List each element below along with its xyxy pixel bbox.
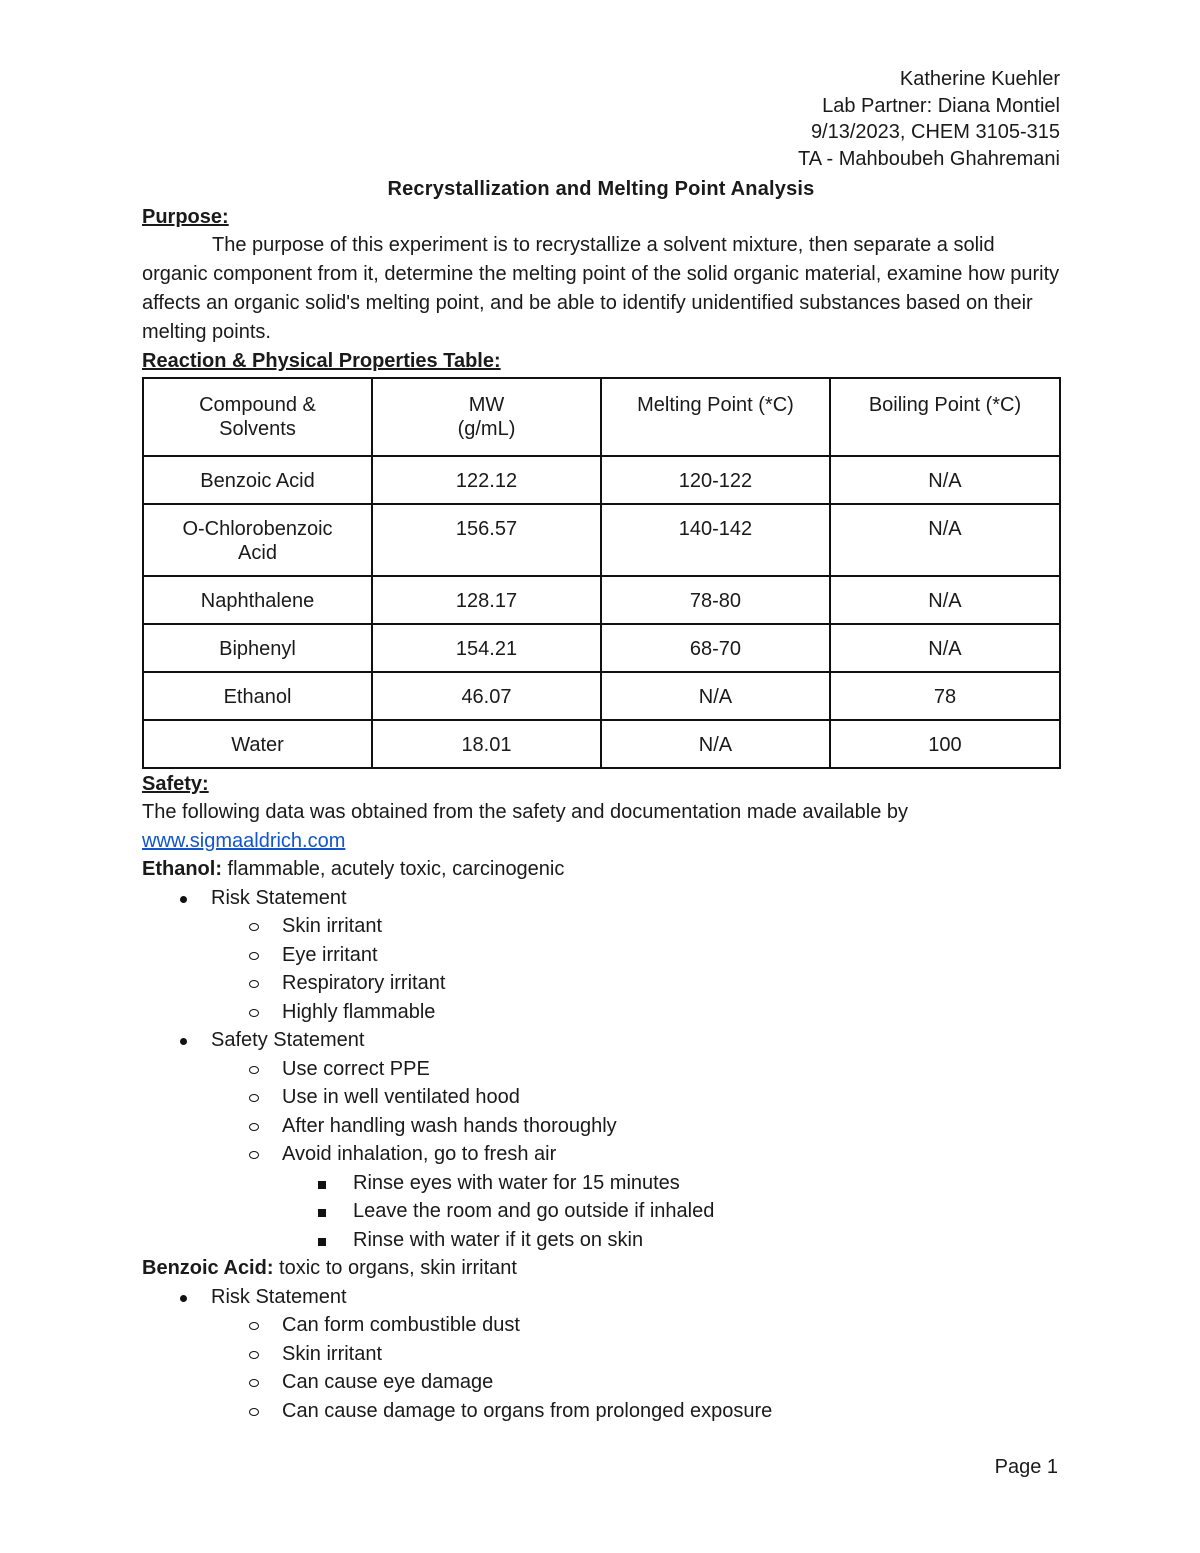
list-item <box>211 1311 1060 1340</box>
ethanol-risks <box>211 912 1060 1026</box>
column-header-melting-point: Melting Point (*C) <box>601 378 830 456</box>
list-item-text: Can form combustible dust <box>282 1314 520 1336</box>
ethanol-description: flammable, acutely toxic, carcinogenic <box>222 858 565 880</box>
list-item-text: Can cause damage to organs from prolonged exposure <box>282 1399 773 1422</box>
table-cell: 100 <box>830 720 1060 768</box>
properties-table <box>142 377 1061 769</box>
ethanol-summary <box>142 855 1060 884</box>
ethanol-label: Ethanol: <box>142 858 222 880</box>
list-item-text: Skin irritant <box>282 1342 383 1365</box>
column-header-mw: MW (g/mL) <box>372 378 601 456</box>
square-bullet-icon <box>318 1181 326 1189</box>
table-row <box>143 720 1060 768</box>
benzoic-label: Benzoic Acid: <box>142 1257 274 1279</box>
list-item <box>282 1226 1060 1255</box>
safety-intro: The following data was obtained from the safety and documentation made available by <box>142 801 909 823</box>
risk-statement-label: Risk Statement <box>211 886 347 909</box>
document-title: Recrystallization and Melting Point Analysis <box>387 178 815 200</box>
risk-statement-label: Risk Statement <box>211 1285 347 1308</box>
table-cell: 78 <box>830 672 1060 720</box>
list-item <box>211 941 1060 970</box>
list-item <box>142 1026 1060 1055</box>
table-heading: Reaction & Physical Properties Table: <box>142 350 501 372</box>
table-cell: 46.07 <box>372 672 601 720</box>
table-cell: 68-70 <box>601 624 830 672</box>
circle-bullet-icon <box>249 1094 259 1102</box>
table-cell: O-Chlorobenzoic Acid <box>143 504 372 576</box>
list-item-text: After handling wash hands thoroughly <box>282 1114 617 1137</box>
list-item <box>211 1397 1060 1426</box>
list-item <box>211 998 1060 1027</box>
ethanol-safety-list <box>142 1026 1060 1055</box>
table-cell: N/A <box>830 576 1060 624</box>
purpose-text: The purpose of this experiment is to recrystallize a solvent mixture, then separate a solid organic component from it, determine the melting point of the solid organic material, examine how purity affects an organic solid's melting point, and be able to identify unidentified substances based on their melting points. <box>142 234 1060 343</box>
table-cell: 154.21 <box>372 624 601 672</box>
table-row <box>143 672 1060 720</box>
table-row <box>143 624 1060 672</box>
list-item <box>211 1140 1060 1169</box>
circle-bullet-icon <box>249 923 259 931</box>
list-item <box>211 1055 1060 1084</box>
bullet-icon <box>180 1295 187 1302</box>
circle-bullet-icon <box>249 1322 259 1330</box>
table-cell: Ethanol <box>143 672 372 720</box>
list-item <box>211 969 1060 998</box>
table-cell: 156.57 <box>372 504 601 576</box>
table-cell: 120-122 <box>601 456 830 504</box>
list-item <box>211 1083 1060 1112</box>
list-item-text: Respiratory irritant <box>282 972 446 994</box>
list-item-text: Skin irritant <box>282 915 383 937</box>
circle-bullet-icon <box>249 1151 259 1159</box>
list-item-text: Use correct PPE <box>282 1057 430 1080</box>
circle-bullet-icon <box>249 952 259 960</box>
purpose-heading: Purpose: <box>142 206 229 228</box>
table-row <box>143 504 1060 576</box>
ethanol-safeties <box>211 1055 1060 1169</box>
safety-statement-label: Safety Statement <box>211 1029 365 1051</box>
square-bullet-icon <box>318 1238 326 1246</box>
list-item-text: Avoid inhalation, go to fresh air <box>282 1143 557 1165</box>
list-item-text: Rinse with water if it gets on skin <box>353 1228 644 1251</box>
circle-bullet-icon <box>249 1379 259 1387</box>
document-page <box>142 66 1060 1425</box>
square-bullet-icon <box>318 1209 326 1217</box>
benzoic-list <box>142 1283 1060 1312</box>
circle-bullet-icon <box>249 1066 259 1074</box>
list-item <box>282 1169 1060 1198</box>
list-item-text: Eye irritant <box>282 943 378 966</box>
table-cell: N/A <box>830 624 1060 672</box>
table-cell: Naphthalene <box>143 576 372 624</box>
list-item-text: Can cause eye damage <box>282 1371 494 1393</box>
circle-bullet-icon <box>249 1123 259 1131</box>
ethanol-sub-safeties <box>282 1169 1060 1255</box>
list-item <box>282 1197 1060 1226</box>
circle-bullet-icon <box>249 1351 259 1359</box>
bullet-icon <box>180 1038 187 1045</box>
list-item-text: Leave the room and go outside if inhaled <box>353 1200 715 1222</box>
sigma-aldrich-link[interactable]: www.sigmaaldrich.com <box>142 829 346 852</box>
bullet-icon <box>180 896 187 903</box>
table-row <box>143 456 1060 504</box>
list-item <box>211 1368 1060 1397</box>
circle-bullet-icon <box>249 1408 259 1416</box>
list-item-text: Rinse eyes with water for 15 minutes <box>353 1171 680 1194</box>
list-item <box>142 884 1060 913</box>
table-cell: 122.12 <box>372 456 601 504</box>
list-item <box>211 912 1060 941</box>
benzoic-risks <box>211 1311 1060 1425</box>
table-cell: Benzoic Acid <box>143 456 372 504</box>
lab-partner: Lab Partner: Diana Montiel <box>822 94 1060 117</box>
benzoic-description: toxic to organs, skin irritant <box>273 1257 517 1279</box>
list-item <box>211 1340 1060 1369</box>
benzoic-summary <box>142 1254 1060 1283</box>
table-cell: N/A <box>830 456 1060 504</box>
table-cell: Biphenyl <box>143 624 372 672</box>
author-name: Katherine Kuehler <box>899 68 1060 90</box>
safety-heading: Safety: <box>142 773 209 795</box>
column-header-boiling-point: Boiling Point (*C) <box>830 378 1060 456</box>
column-header-compound: Compound & Solvents <box>143 378 372 456</box>
table-header-row <box>143 378 1060 456</box>
page-number: Page 1 <box>994 1456 1058 1478</box>
circle-bullet-icon <box>249 980 259 988</box>
table-cell: N/A <box>601 672 830 720</box>
table-cell: 140-142 <box>601 504 830 576</box>
list-item-text: Highly flammable <box>282 1000 436 1023</box>
circle-bullet-icon <box>249 1009 259 1017</box>
table-cell: 78-80 <box>601 576 830 624</box>
list-item <box>211 1112 1060 1141</box>
list-item-text: Use in well ventilated hood <box>282 1086 520 1108</box>
table-cell: N/A <box>601 720 830 768</box>
table-row <box>143 576 1060 624</box>
table-cell: 128.17 <box>372 576 601 624</box>
list-item <box>142 1283 1060 1312</box>
header-block <box>142 66 1060 172</box>
date-course: 9/13/2023, CHEM 3105-315 <box>810 121 1060 143</box>
ethanol-list <box>142 884 1060 913</box>
table-cell: 18.01 <box>372 720 601 768</box>
table-cell: Water <box>143 720 372 768</box>
table-cell: N/A <box>830 504 1060 576</box>
teaching-assistant: TA - Mahboubeh Ghahremani <box>797 147 1060 170</box>
